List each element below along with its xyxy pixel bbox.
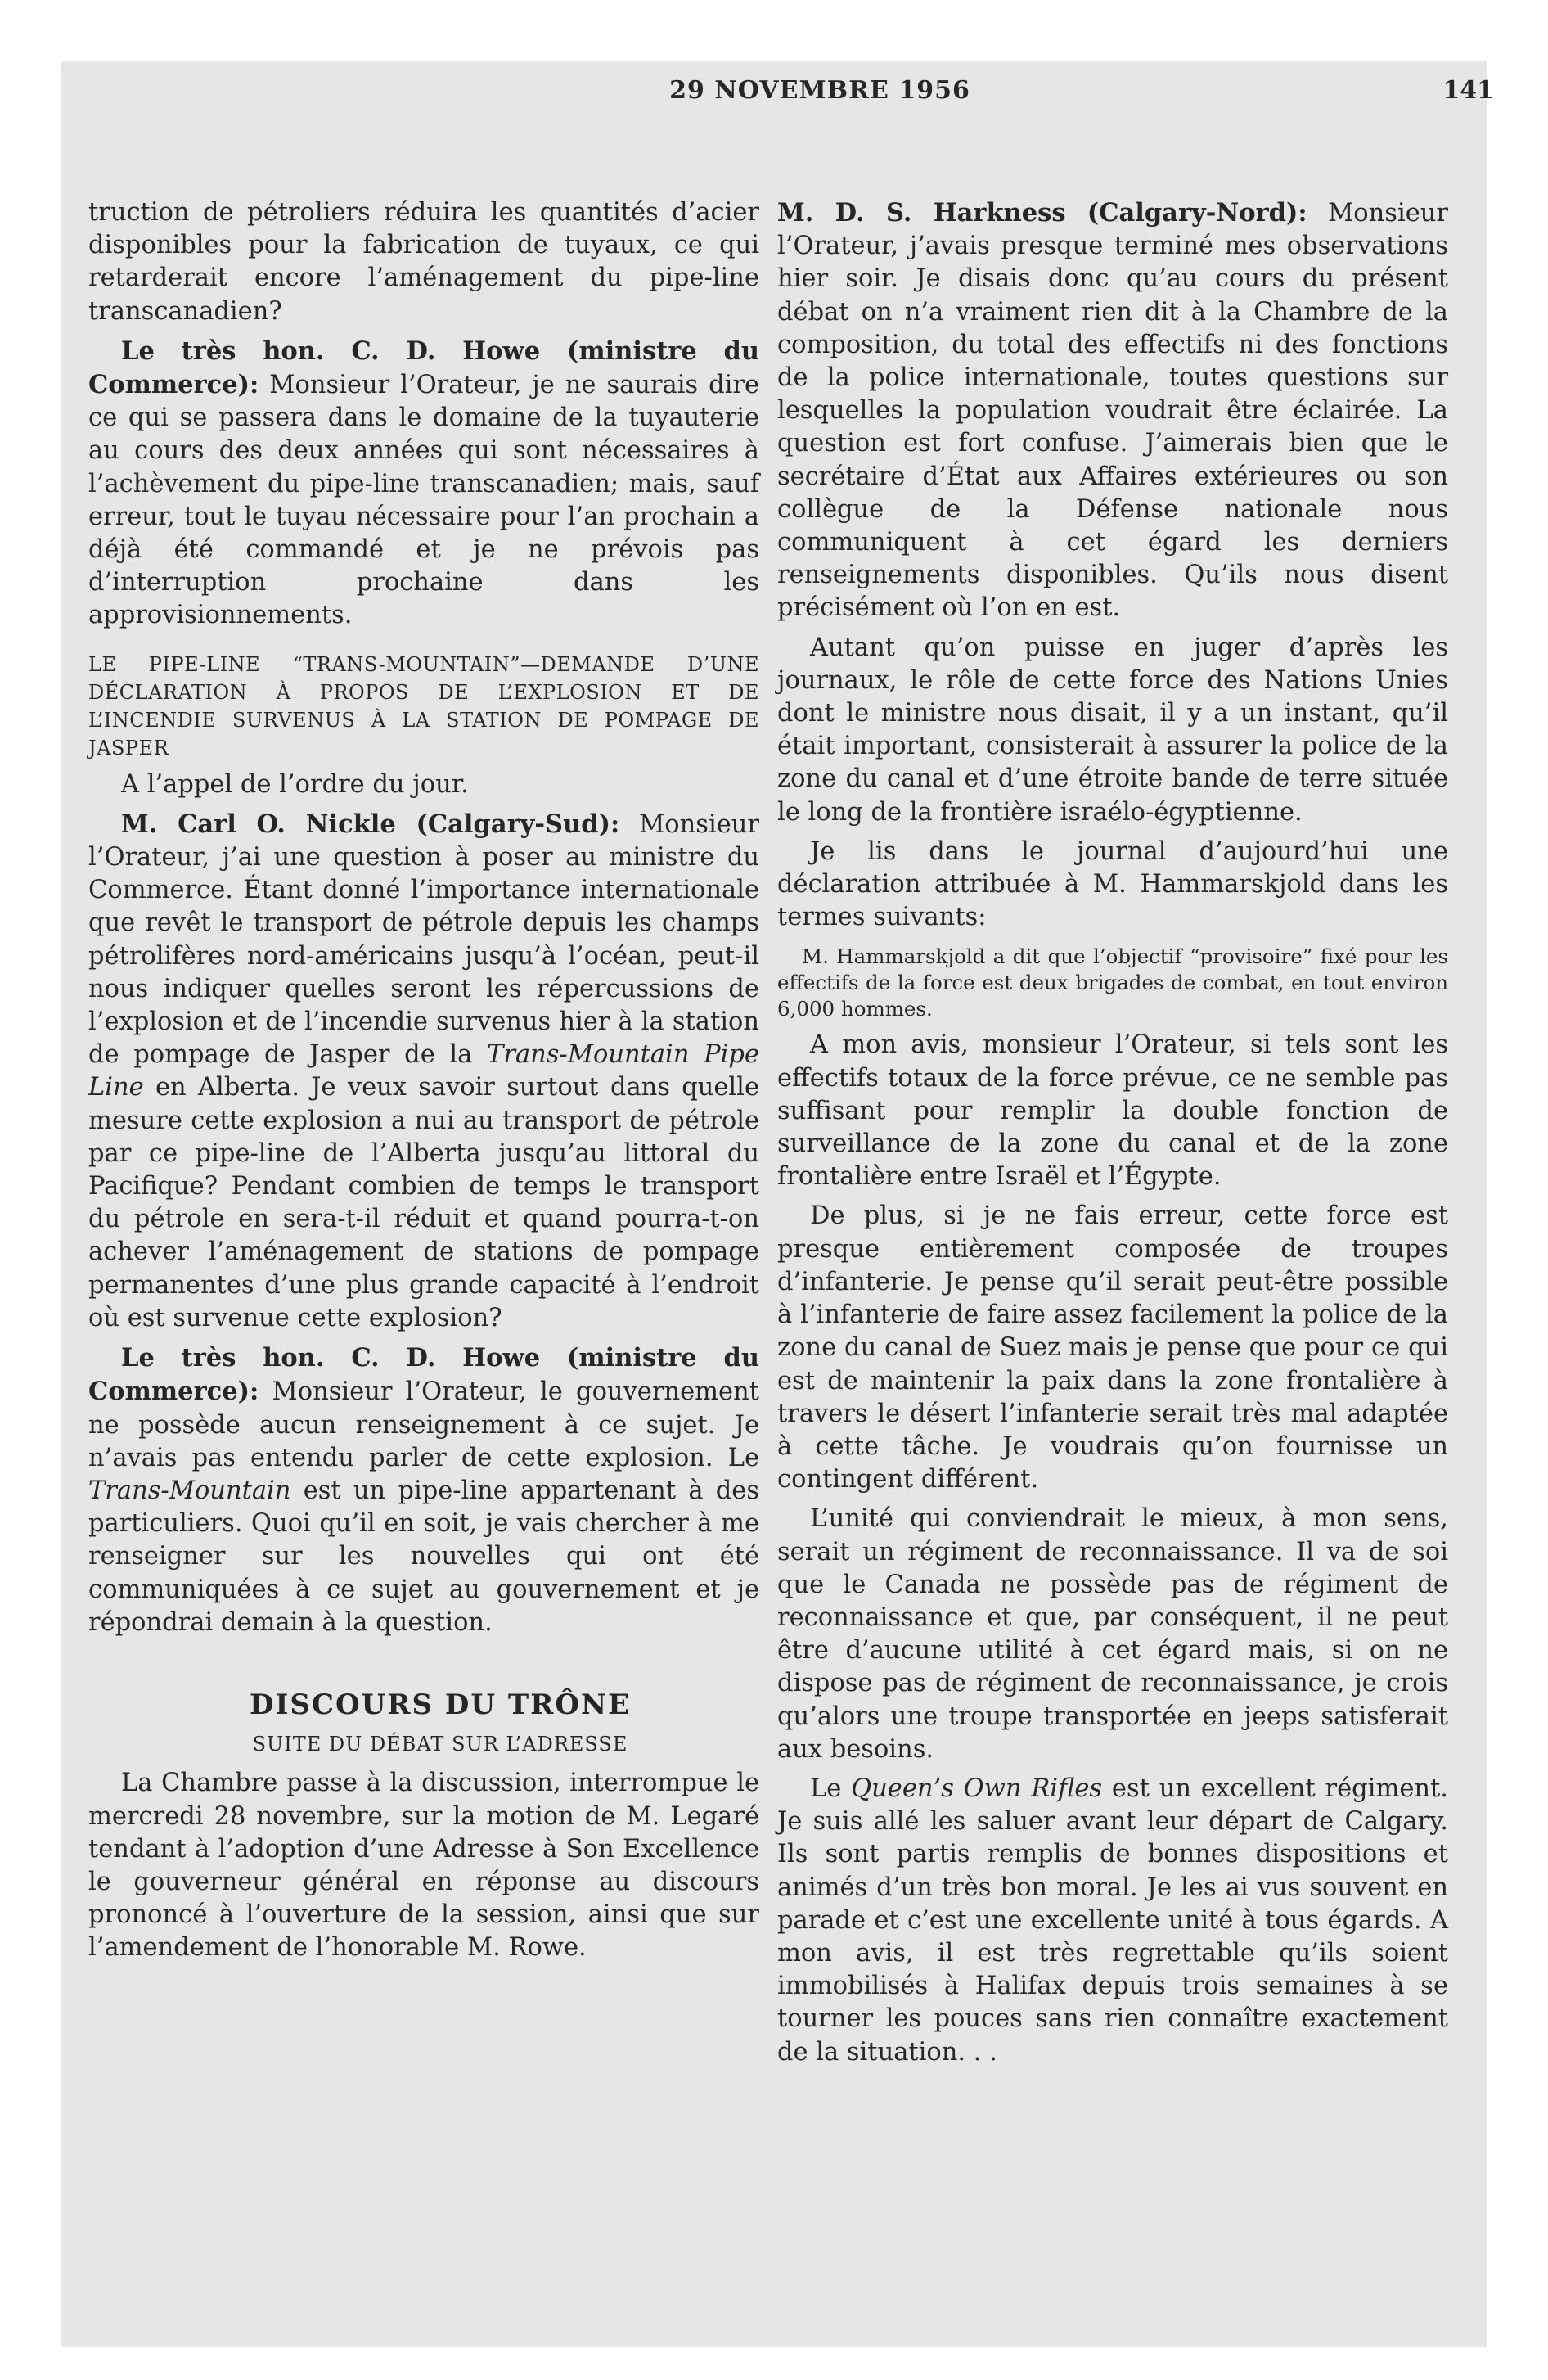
paragraph: De plus, si je ne fais erreur, cette force est presque entièrement composée de troupes d’infanterie. Je pense qu’il serait peut-être possible à l’infanterie de faire assez facilement la police de la zone du canal de Suez mais je pense que pour ce qui est de maintenir la paix dans la zone frontalière à travers le désert l’infanterie serait très mal adaptée à cette tâche. Je voudrais qu’on fournisse un contingent différent. (777, 1201, 1448, 1494)
speaker-name: Le très hon. C. D. Howe (ministre du Commerce): (88, 336, 759, 400)
speech-text: Monsieur l’Orateur, j’ai une question à poser au ministre du Commerce. Étant donné l’importance internationale que revêt le transport de pétrole depuis les champs pétrolifères nord-américains jusqu’à l’océan, peut-il nous indiquer quelles seront les répercussions de l’explosion et de l’incendie survenus hier à la station de pompage de Jasper de la (88, 809, 759, 1070)
speaker-name: M. Carl O. Nickle (Calgary-Sud): (121, 809, 620, 839)
paragraph: A mon avis, monsieur l’Orateur, si tels sont les effectifs totaux de la force prévue, ce ne semble pas suffisant pour remplir la double fonction de surveillance de la zone du canal et de la zone frontalière entre Israël et l’Égypte. (777, 1030, 1448, 1192)
header-date: 29 NOVEMBRE 1956 (669, 76, 970, 105)
paragraph-text: Le (810, 1774, 852, 1803)
speech-text: Monsieur l’Orateur, je ne saurais dire ce qui se passera dans le domaine de la tuyauterie au cours des deux années qui sont nécessaires à l’achèvement du pipe-line transcanadien; mais, sauf erreur, tout le tuyau nécessaire pour l’an prochain a déjà été commandé et je ne prévois pas d’interruption prochaine dans les approvisionnements. (88, 371, 759, 630)
block-quote (777, 944, 1448, 1022)
speech-text: est un pipe-line appartenant à des particuliers. Quoi qu’il en soit, je vais chercher à me renseigner sur les nouvelles qui ont été communiquées à ce sujet au gouvernement et je répondrai demain à la question. (88, 1476, 759, 1637)
paragraph: Je lis dans le journal d’aujourd’hui une déclaration attribuée à M. Hammarskjold dans les termes suivants: (777, 836, 1448, 932)
speech-text: Monsieur l’Orateur, j’avais presque terminé mes observations hier soir. Je disais donc qu’au cours du présent débat on n’a vraiment rien dit à la Chambre de la composition, du total des effectifs ni des fonctions de la police internationale, toutes questions sur lesquelles la population voudrait être éclairée. La question est fort confuse. J’aimerais bien que le secrétaire d’État aux Affaires extérieures ou son collègue de la Défense nationale nous communiquent à cet égard les derniers renseignements disponibles. Qu’ils nous disent précisément où l’on en est. (777, 199, 1448, 623)
paragraph-text: est un excellent régiment. Je suis allé les saluer avant leur départ de Calgary. Ils sont partis remplis de bonnes dispositions et animés d’un très bon moral. Je les ai vus souvent en parade et c’est une excellente unité à tous égards. A mon avis, il est très regrettable qu’ils soient immobilisés à Halifax depuis trois semaines à se tourner les pouces sans rien connaître exactement de la situation. . . (777, 1774, 1449, 2067)
paragraph: Autant qu’on puisse en juger d’après les journaux, le rôle de cette force des Nations Unies dont le ministre nous disait, il y a un instant, qu’il était important, consisterait à assurer la police de la zone du canal et d’une étroite bande de terre située le long de la frontière israélo-égyptienne. (777, 633, 1448, 827)
subsection-title: SUITE DU DÉBAT SUR L’ADRESSE (252, 1733, 628, 1756)
speech-paragraph (88, 335, 759, 633)
italic-text: Trans-Mountain Pipe Line (88, 1040, 759, 1102)
italic-text: Trans-Mountain (88, 1476, 291, 1505)
paragraph: L’unité qui conviendrait le mieux, à mon sens, serait un régiment de reconnaissance. Il va de soi que le Canada ne possède pas de régiment de reconnaissance et que, par conséquent, il ne peut être d’aucune utilité à cet égard mais, si on ne dispose pas de régiment de reconnaissance, je crois qu’alors une troupe transportée en jeeps satisferait aux besoins. (777, 1504, 1448, 1764)
section-title: DISCOURS DU TRÔNE (249, 1688, 632, 1721)
page-number: 141 (1442, 76, 1494, 105)
speech-paragraph (777, 196, 1448, 625)
right-column (777, 196, 1448, 2076)
paragraph (777, 1773, 1448, 2069)
speaker-name: M. D. S. Harkness (Calgary-Nord): (777, 198, 1307, 228)
page-header (146, 76, 1494, 117)
paragraph: truction de pétroliers réduira les quantités d’acier disponibles pour la fabrication de tuyaux, ce qui retarderait encore l’aménagement du pipe-line transcanadien? (88, 198, 759, 326)
speech-text: en Alberta. Je veux savoir surtout dans quelle mesure cette explosion a nui au transport de pétrole par ce pipe-line de l’Alberta jusqu’au littoral du Pacifique? Pendant combien de temps le transport du pétrole en sera-t-il réduit et quand pourra-t-on achever l’aménagement de stations de pompage permanentes d’une plus grande capacité à l’endroit où est survenue cette explosion? (88, 1073, 759, 1332)
speech-text: Monsieur l’Orateur, le gouvernement ne possède aucun renseignement à ce sujet. Je n’avais pas entendu parler de cette explosion. Le (88, 1377, 759, 1472)
left-column (88, 196, 759, 1972)
speech-paragraph (88, 808, 759, 1335)
paragraph: La Chambre passe à la discussion, interrompue le mercredi 28 novembre, sur la motion de M. Legaré tendant à l’adoption d’une Adresse à Son Excellence le gouverneur général en réponse au discours prononcé à l’ouverture de la session, ainsi que sur l’amendement de l’honorable M. Rowe. (88, 1769, 759, 1963)
quote-text: M. Hammarskjold a dit que l’objectif “provisoire” fixé pour les effectifs de la force est deux brigades de combat, en tout environ 6,000 hommes. (777, 944, 1448, 1021)
speaker-name: Le très hon. C. D. Howe (ministre du Commerce): (88, 1343, 759, 1407)
speech-paragraph (88, 1341, 759, 1639)
paragraph: A l’appel de l’ordre du jour. (121, 769, 469, 799)
italic-text: Queen’s Own Rifles (851, 1774, 1103, 1803)
item-heading: LE PIPE-LINE “TRANS-MOUNTAIN”—DEMANDE D’UNE DÉCLARATION À PROPOS DE L’EXPLOSION ET DE L’INCENDIE SURVENUS À LA STATION DE POMPAGE DE JASPER (88, 652, 759, 760)
